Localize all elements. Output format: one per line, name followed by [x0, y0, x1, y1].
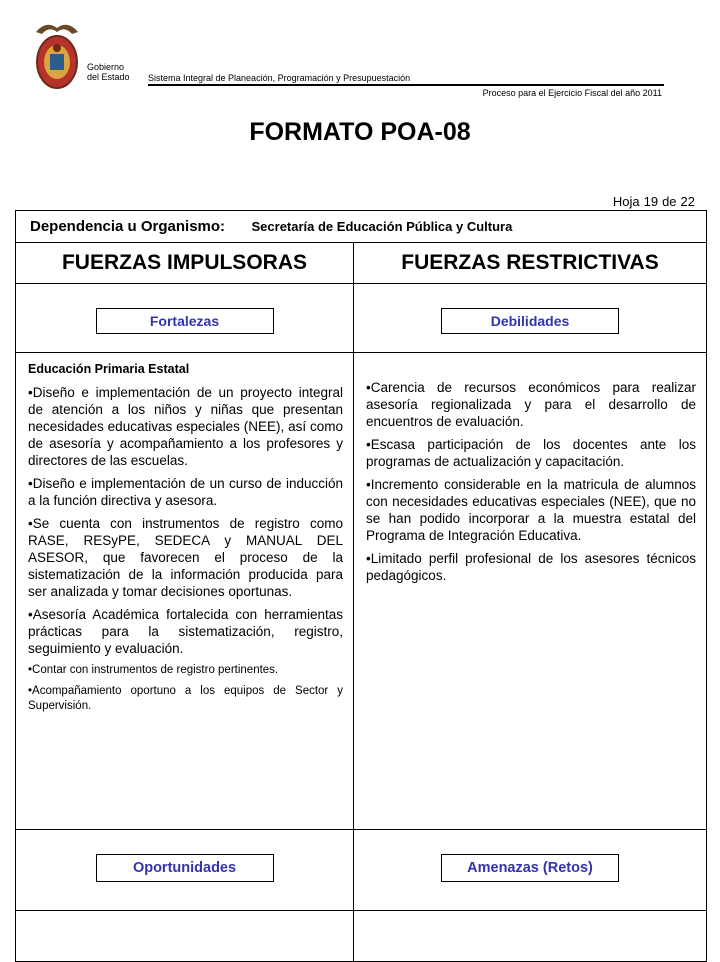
dependency-row [16, 211, 707, 243]
government-label: Gobierno del Estado [87, 62, 130, 82]
weaknesses-content [354, 353, 707, 830]
strengths-box: Fortalezas [96, 308, 274, 334]
system-name: Sistema Integral de Planeación, Programación y Presupuestación [148, 73, 411, 83]
list-item: •Se cuenta con instrumentos de registro como RASE, RESyPE, SEDECA y MANUAL DEL ASESOR, que favorecen el proceso de la sistematización de la información producida para ser analizada y tomar decisiones oportunas. [28, 516, 343, 599]
state-seal-icon [32, 18, 82, 96]
opportunities-box: Oportunidades [96, 854, 274, 882]
list-item: •Acompañamiento oportuno a los equipos de Sector y Supervisión. [28, 685, 343, 712]
threats-content [354, 911, 707, 962]
list-item: •Incremento considerable en la matricula de alumnos con necesidades educativas especiales (NEE), que no se han podido incorporar a la muestra estatal del Programa de Integración Educativa. [366, 477, 696, 543]
threats-box: Amenazas (Retos) [441, 854, 619, 882]
list-item: •Escasa participación de los docentes ante los programas de actualización y capacitación. [366, 437, 696, 469]
list-item: •Carencia de recursos económicos para realizar asesoría regionalizada y para el desarrollo de encuentros de evaluación. [366, 380, 696, 429]
header-divider [148, 84, 664, 86]
dependency-value: Secretaría de Educación Pública y Cultura [251, 219, 513, 234]
opportunities-content [16, 911, 354, 962]
column-header-left: FUERZAS IMPULSORAS [16, 243, 354, 284]
strengths-subtitle: Educación Primaria Estatal [28, 362, 190, 376]
list-item: •Contar con instrumentos de registro pertinentes. [28, 664, 279, 676]
dependency-label: Dependencia u Organismo: [30, 218, 226, 235]
poa-table [15, 210, 707, 962]
page-indicator: Hoja 19 de 22 [612, 194, 695, 209]
list-item: •Diseño e implementación de un proyecto integral de atención a los niños y niñas que presentan necesidades educativas especiales (NEE), así como de asesoría y acompañamiento a los profesores y directores de las escuelas. [28, 385, 343, 468]
column-header-right: FUERZAS RESTRICTIVAS [354, 243, 707, 284]
list-item: •Diseño e implementación de un curso de inducción a la función directiva y asesora. [28, 476, 343, 508]
list-item: •Limitado perfil profesional de los asesores técnicos pedagógicos. [366, 551, 696, 583]
process-year: Proceso para el Ejercicio Fiscal del año 2011 [482, 88, 662, 98]
strengths-content [16, 353, 354, 830]
weaknesses-box: Debilidades [441, 308, 619, 334]
list-item: •Asesoría Académica fortalecida con herramientas prácticas para la sistematización, registro, seguimiento y evaluación. [28, 607, 343, 656]
page-title: FORMATO POA-08 [249, 118, 471, 146]
